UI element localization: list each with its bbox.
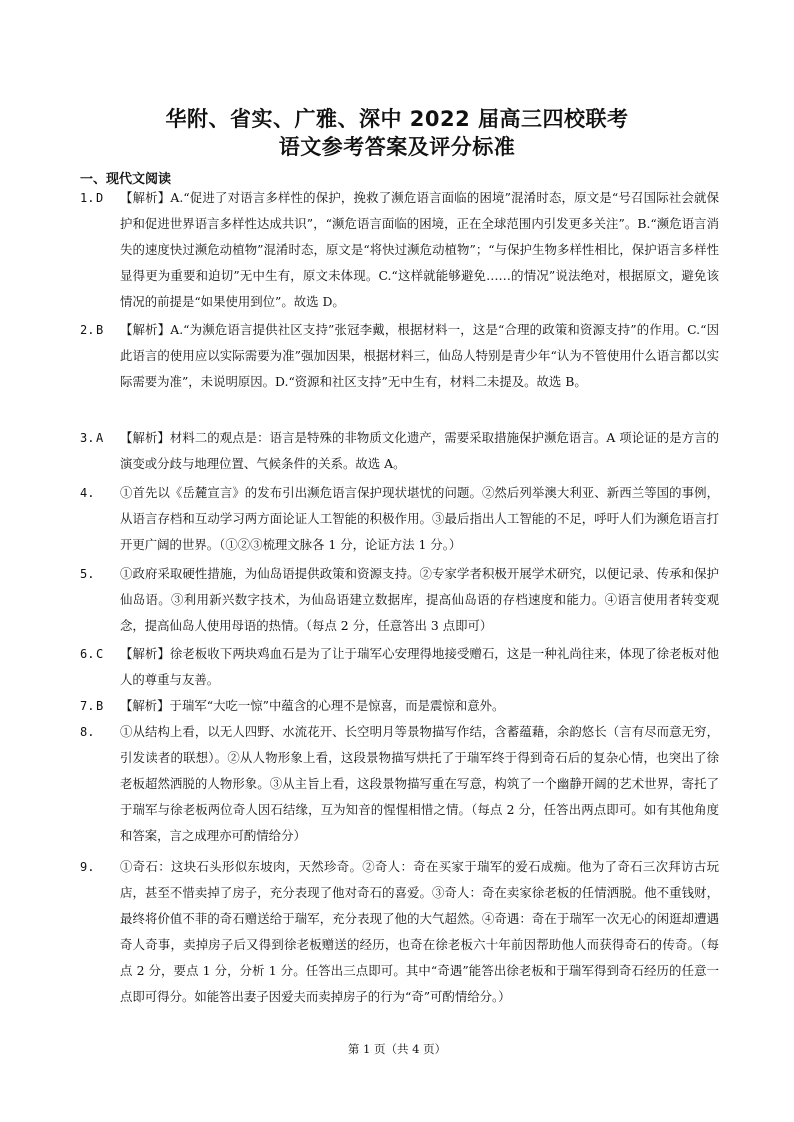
question-number: 2. xyxy=(80,323,95,337)
explanation-text: 【解析】A.“为濒危语言提供社区支持”张冠李戴，根据材料一，这是“合理的政策和资源支持”的作用。C.“因此语言的使用应以实际需要为准”强加因果，根据材料三，仙岛人特别是青少年“认为不管使用什么语言都以实际需要为准”，未说明原因。D.“资源和社区支持”无中生有，材料二未提及。故选 B。 xyxy=(120,322,719,389)
page-footer: 第 1 页（共 4 页） xyxy=(347,1042,447,1056)
answer-item-1 xyxy=(80,185,720,315)
answer-choice: C xyxy=(96,647,104,661)
explanation-text: 【解析】徐老板收下两块鸡血石是为了让于瑞军心安理得地接受赠石，这是一种礼尚往来，体现了徐老板对他人的尊重与友善。 xyxy=(120,646,719,687)
answer-item-4 xyxy=(80,480,720,558)
answer-item-6 xyxy=(80,641,720,693)
explanation-text: 【解析】材料二的观点是：语言是特殊的非物质文化遗产，需要采取措施保护濒危语言。A 项论证的是方言的演变或分歧与地理位置、气候条件的关系。故选 A。 xyxy=(120,430,719,471)
question-number: 9. xyxy=(80,860,95,874)
question-number: 3. xyxy=(80,431,95,445)
answer-item-7 xyxy=(80,693,720,719)
answer-choice: A xyxy=(96,431,104,445)
answer-choice: B xyxy=(96,323,104,337)
question-number: 7. xyxy=(80,699,95,713)
explanation-text: ①政府采取硬性措施，为仙岛语提供政策和资源支持。②专家学者积极开展学术研究，以便记录、传承和保护仙岛语。③利用新兴数字技术，为仙岛语建立数据库，提高仙岛语的存档速度和能力。④语言使用者转变观念，提高仙岛人使用母语的热情。（每点 2 分，任意答出 3 点即可） xyxy=(120,566,719,633)
question-number: 4. xyxy=(80,486,95,500)
question-number: 5. xyxy=(80,567,95,581)
explanation-text: 【解析】A.“促进了对语言多样性的保护，挽救了濒危语言面临的困境”混淆时态，原文是“号召国际社会就保护和促进世界语言多样性达成共识”，“濒危语言面临的困境，正在全球范围内引发更多关注”。B.“濒危语言消失的速度快过濒危动植物”混淆时态，原文是“将快过濒危动植物”；“与保护生物多样性相比，保护语言多样性显得更为重要和迫切”无中生有，原文未体现。C.“这样就能够避免……的情况”说法绝对，根据原文，避免该情况的前提是“如果使用到位”。故选 D。 xyxy=(120,190,719,309)
answer-item-8 xyxy=(80,719,720,849)
question-number: 8. xyxy=(80,725,95,739)
answer-item-3 xyxy=(80,425,720,477)
document-title: 华附、省实、广雅、深中 2022 届高三四校联考 xyxy=(165,107,629,131)
explanation-text: 【解析】于瑞军“大吃一惊”中蕴含的心理不是惊喜，而是震惊和意外。 xyxy=(120,698,505,713)
section-heading: 一、现代文阅读 xyxy=(80,172,172,187)
question-number: 6. xyxy=(80,647,95,661)
explanation-text: ①首先以《岳麓宣言》的发布引出濒危语言保护现状堪忧的问题。②然后列举澳大利亚、新西兰等国的事例，从语言存档和互动学习两方面论证人工智能的积极作用。③最后指出人工智能的不足，呼吁人们为濒危语言打开更广阔的世界。（①②③梳理文脉各 1 分，论证方法 1 分。） xyxy=(120,485,719,552)
document-subtitle: 语文参考答案及评分标准 xyxy=(278,135,516,159)
answer-choice: D xyxy=(96,191,104,205)
answer-item-5 xyxy=(80,561,720,639)
answer-choice: B xyxy=(96,699,104,713)
explanation-text: ①从结构上看，以无人四野、水流花开、长空明月等景物描写作结，含蓄蕴藉，余韵悠长（言有尽而意无穷，引发读者的联想）。②从人物形象上看，这段景物描写烘托了于瑞军终于得到奇石后的复杂心情，也突出了徐老板超然洒脱的人物形象。③从主旨上看，这段景物描写重在写意，构筑了一个幽静开阔的艺术世界，寄托了于瑞军与徐老板两位奇人因石结缘，互为知音的惺惺相惜之情。（每点 2 分，任答出两点即可。如有其他角度和答案，言之成理亦可酌情给分） xyxy=(120,724,719,843)
answer-item-9 xyxy=(80,854,720,1010)
question-number: 1. xyxy=(80,191,95,205)
explanation-text: ①奇石：这块石头形似东坡肉，天然珍奇。②奇人：奇在买家于瑞军的爱石成痴。他为了奇石三次拜访古玩店，甚至不惜卖掉了房子，充分表现了他对奇石的喜爱。③奇人：奇在卖家徐老板的任情洒脱。他不重钱财，最终将价值不菲的奇石赠送给于瑞军，充分表现了他的大气超然。④奇遇：奇在于瑞军一次无心的闲逛却遭遇奇人奇事，卖掉房子后又得到徐老板赠送的经历，也奇在徐老板六十年前因帮助他人而获得奇石的传奇。（每点 2 分，要点 1 分，分析 1 分。任答出三点即可。其中“奇遇”能答出徐老板和于瑞军得到奇石经历的任意一点即可得分。如能答出妻子因爱夫而卖掉房子的行为“奇”可酌情给分。） xyxy=(120,859,719,1004)
answer-item-2 xyxy=(80,317,720,395)
